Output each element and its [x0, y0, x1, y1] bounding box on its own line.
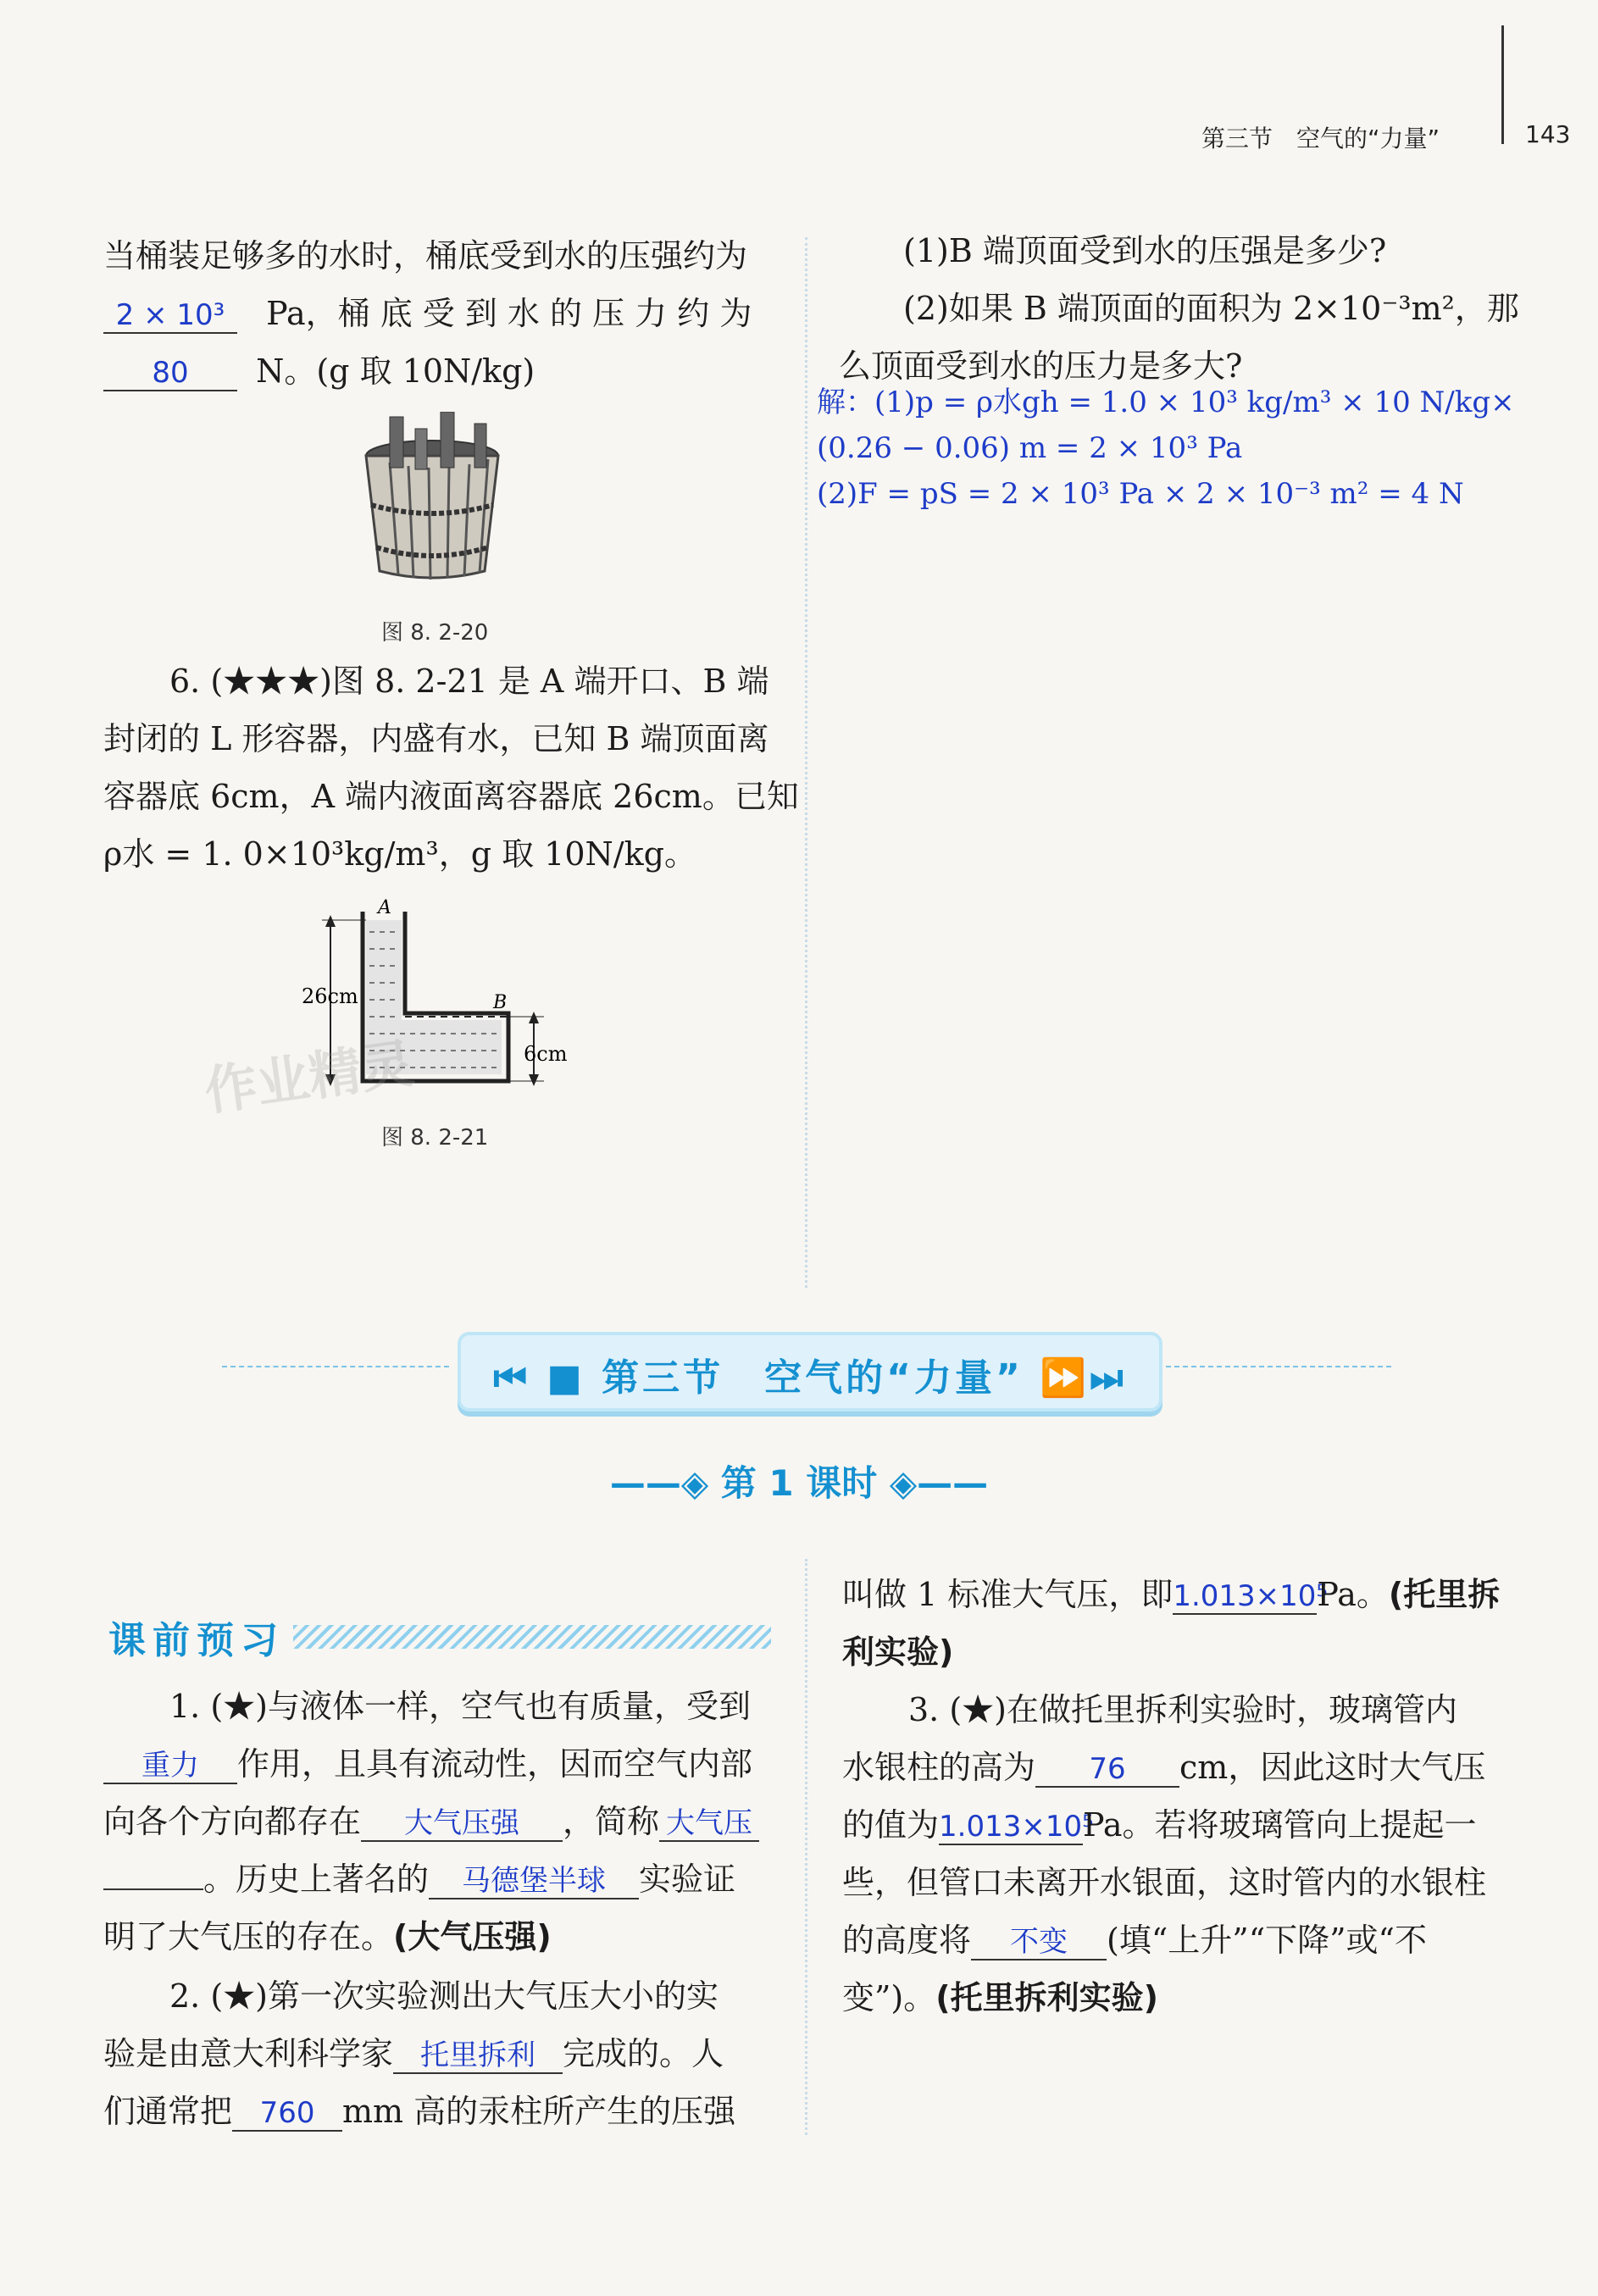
question-6: 6. (★★★)图 8. 2-21 是 A 端开口、B 端 [169, 663, 769, 700]
lesson-title: ——◈ 第 1 课时 ◈—— [609, 1462, 989, 1504]
figure-caption: 图 8. 2-21 [381, 1125, 489, 1151]
text-line: 容器底 6cm，A 端内液面离容器底 26cm。已知 [103, 778, 799, 815]
text-line: 封闭的 L 形容器，内盛有水，已知 B 端顶面离 [103, 720, 769, 757]
figure-caption: 图 8. 2-20 [381, 620, 489, 646]
question-6-1: (1)B 端顶面受到水的压强是多少? [903, 232, 1387, 269]
answer-76: 76 [1035, 1752, 1179, 1788]
solution-line: 解：(1)p = ρ水gh = 1.0 × 10³ kg/m³ × 10 N/kg× [817, 385, 1515, 419]
text-line: 验是由意大利科学家 托里拆利 完成的。人 [103, 2035, 724, 2072]
text-line: 向各个方向都存在 大气压强 ，简称 大气压 [103, 1793, 759, 1850]
answer-760: 760 [232, 2096, 342, 2132]
answer-atm-pressure: 大气压强 [361, 1806, 563, 1842]
text-line: 明了大气压的存在。(大气压强) [103, 1918, 552, 1955]
text-line: 的高度将 不变 (填“上升”“下降”或“不 [842, 1922, 1427, 1959]
label-b: B [493, 992, 508, 1013]
answer-short-name: 大气压 [659, 1806, 759, 1842]
heading-stripe [293, 1625, 771, 1649]
column-divider-top [805, 237, 807, 1288]
label-6cm: 6cm [524, 1042, 568, 1066]
text-line: 么顶面受到水的压力是多大? [839, 347, 1243, 385]
banner-rule-right [1166, 1366, 1391, 1367]
text-line: 80 N。(g 取 10N/kg) [103, 342, 535, 400]
column-divider-bottom [805, 1559, 807, 2135]
answer-magdeburg: 马德堡半球 [429, 1864, 639, 1899]
text-line: ρ水 = 1. 0×10³kg/m³，g 取 10N/kg。 [103, 835, 696, 873]
question-3: 3. (★)在做托里拆利实验时，玻璃管内 [908, 1691, 1457, 1728]
section-banner [458, 1332, 1162, 1411]
bucket-figure [356, 412, 508, 590]
text-line: 叫做 1 标准大气压，即1.013×10⁵Pa。(托里拆 [842, 1576, 1501, 1613]
text-line: 重力 作用，且具有流动性，因而空气内部 [103, 1735, 752, 1793]
answer-unchanged: 不变 [971, 1925, 1107, 1960]
answer-pressure: 2 × 10³ [103, 298, 237, 334]
running-header: 第三节 空气的“力量” [1201, 125, 1440, 153]
section-title: ⏮ ■ 第三节 空气的“力量” ⏩⏭ [493, 1356, 1127, 1400]
solution-line: (2)F = pS = 2 × 10³ Pa × 2 × 10⁻³ m² = 4 N [817, 477, 1464, 511]
header-rule [1501, 25, 1504, 144]
text-line: 的值为1.013×10⁵Pa。若将玻璃管向上提起一 [842, 1806, 1477, 1844]
text-line: 。历史上著名的 马德堡半球 实验证 [103, 1850, 735, 1908]
text-line: 2 × 10³ Pa，桶 底 受 到 水 的 压 力 约 为 [103, 285, 752, 342]
text-line: 水银柱的高为 76 cm，因此这时大气压 [842, 1749, 1486, 1786]
label-a: A [378, 897, 391, 918]
text-line: 利实验) [842, 1633, 954, 1671]
answer-torricelli: 托里拆利 [393, 2038, 563, 2074]
answer-gravity: 重力 [103, 1749, 237, 1784]
answer-atm-value: 1.013×10⁵ [939, 1810, 1094, 1844]
banner-rule-left [222, 1366, 449, 1367]
text-line: 们通常把 760 mm 高的汞柱所产生的压强 [103, 2093, 736, 2130]
question-2: 2. (★)第一次实验测出大气压大小的实 [169, 1977, 719, 2015]
label-26cm: 26cm [302, 984, 358, 1008]
answer-standard-atm: 1.013×10⁵ [1173, 1579, 1329, 1613]
text-line: 些，但管口未离开水银面，这时管内的水银柱 [842, 1864, 1487, 1901]
preview-heading: 课前预习 [108, 1619, 285, 1662]
page-number: 143 [1525, 120, 1571, 148]
solution-line: (0.26 − 0.06) m = 2 × 10³ Pa [817, 431, 1243, 465]
text-line: 当桶装足够多的水时，桶底受到水的压强约为 [103, 237, 748, 275]
question-1: 1. (★)与液体一样，空气也有质量，受到 [169, 1688, 751, 1725]
answer-force: 80 [103, 356, 237, 391]
question-6-2: (2)如果 B 端顶面的面积为 2×10⁻³m²，那 [903, 290, 1519, 327]
watermark: 作业精灵 [200, 1032, 418, 1123]
text-line: 变”)。(托里拆利实验) [842, 1979, 1159, 2016]
